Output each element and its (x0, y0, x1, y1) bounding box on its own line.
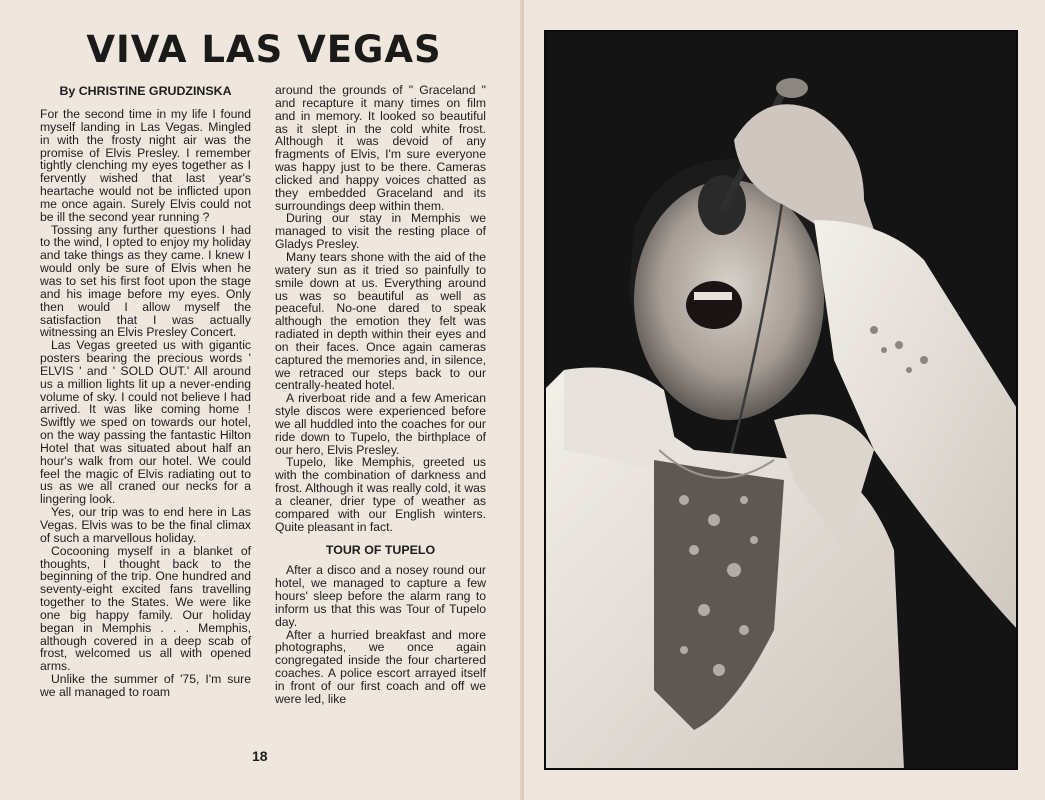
paragraph: For the second time in my life I found myself landing in Las Vegas. Mingled in with the frosty night air was the promise of Elvis Presley. I remember tightly clenching my eyes together as I fervently wished that last year's heartache would not be inflicted upon me once again. Surely Elvis could not be ill the second year running ? (40, 107, 251, 224)
article-title: VIVA LAS VEGAS (86, 28, 442, 71)
paragraph: Las Vegas greeted us with gigantic posters bearing the precious words ' ELVIS ' and ' SOLD OUT.' All around us a million lights lit up a never-ending volume of sky. I could not believe I had arrived. It was like coming home ! Swiftly we sped on towards our hotel, on the way passing the fantastic Hilton Hotel that was situated about half an hour's walk from our hotel. We could feel the magic of Elvis radiating out to us as we all craned our necks for a lingering look. (40, 338, 251, 507)
paragraph: A riverboat ride and a few American style discos were experienced before we all huddled into the coaches for our ride down to Tupelo, the birthplace of our hero, Elvis Presley. (275, 391, 486, 457)
singer-photo (544, 30, 1018, 770)
paragraph: Tupelo, like Memphis, greeted us with the combination of darkness and frost. Although it was really cold, it was a cleaner, drier type of weather as compared with our English winters. Quite pleasant in fact. (275, 455, 486, 534)
text-column-1 (40, 84, 251, 699)
paragraph: During our stay in Memphis we managed to visit the resting place of Gladys Presley. (275, 211, 486, 252)
paragraph: Cocooning myself in a blanket of thoughts, I thought back to the beginning of the trip. One hundred and seventy-eight excited fans travelling together to the States. We were like one big happy family. Our holiday began in Memphis . . . Memphis, although covered in a deep scab of frost, welcomed us all with opened arms. (40, 543, 251, 674)
subheading: TOUR OF TUPELO (325, 542, 436, 557)
page-number: 18 (252, 748, 268, 764)
paragraph: Unlike the summer of '75, I'm sure we all managed to roam (40, 672, 251, 699)
paragraph: Tossing any further questions I had to the wind, I opted to enjoy my holiday and take things as they came. I knew I would only be sure of Elvis when he was to set his first foot upon the stage and his image before my eyes. Only then would I allow myself the satisfaction that I was actually witnessing an Elvis Presley Concert. (40, 222, 251, 340)
text-column-2 (275, 84, 486, 706)
paragraph: Many tears shone with the aid of the watery sun as it tried so painfully to smile down at us. Everything around us was so beautiful as well as peaceful. No-one dared to speak although the emotion they felt was radiated in depth within their eyes and on their faces. Once again cameras captured the memories and, in silence, we retraced our steps back to our centrally-heated hotel. (275, 249, 486, 393)
paragraph: Yes, our trip was to end here in Las Vegas. Elvis was to be the final climax of such a marvellous holiday. (40, 505, 251, 545)
paragraph: After a disco and a nosey round our hotel, we managed to capture a few hours' sleep before the alarm rang to inform us that this was Tour of Tupelo day. (275, 563, 486, 629)
photo-illustration (544, 30, 1018, 770)
paragraph: After a hurried breakfast and more photographs, we once again congregated inside the four chartered coaches. A police escort arrayed itself in front of our first coach and off we were led, like (275, 627, 486, 706)
byline: By CHRISTINE GRUDZINSKA (59, 84, 232, 98)
paragraph: around the grounds of " Graceland " and recapture it many times on film and in memory. It looked so beautiful as it slept in the cold white frost. Although it was devoid of any fragments of Elvis, I'm sure everyone was happy just to be there. Cameras clicked and happy voices chatted as they embedded Graceland and its surroundings deep within them. (275, 83, 486, 213)
